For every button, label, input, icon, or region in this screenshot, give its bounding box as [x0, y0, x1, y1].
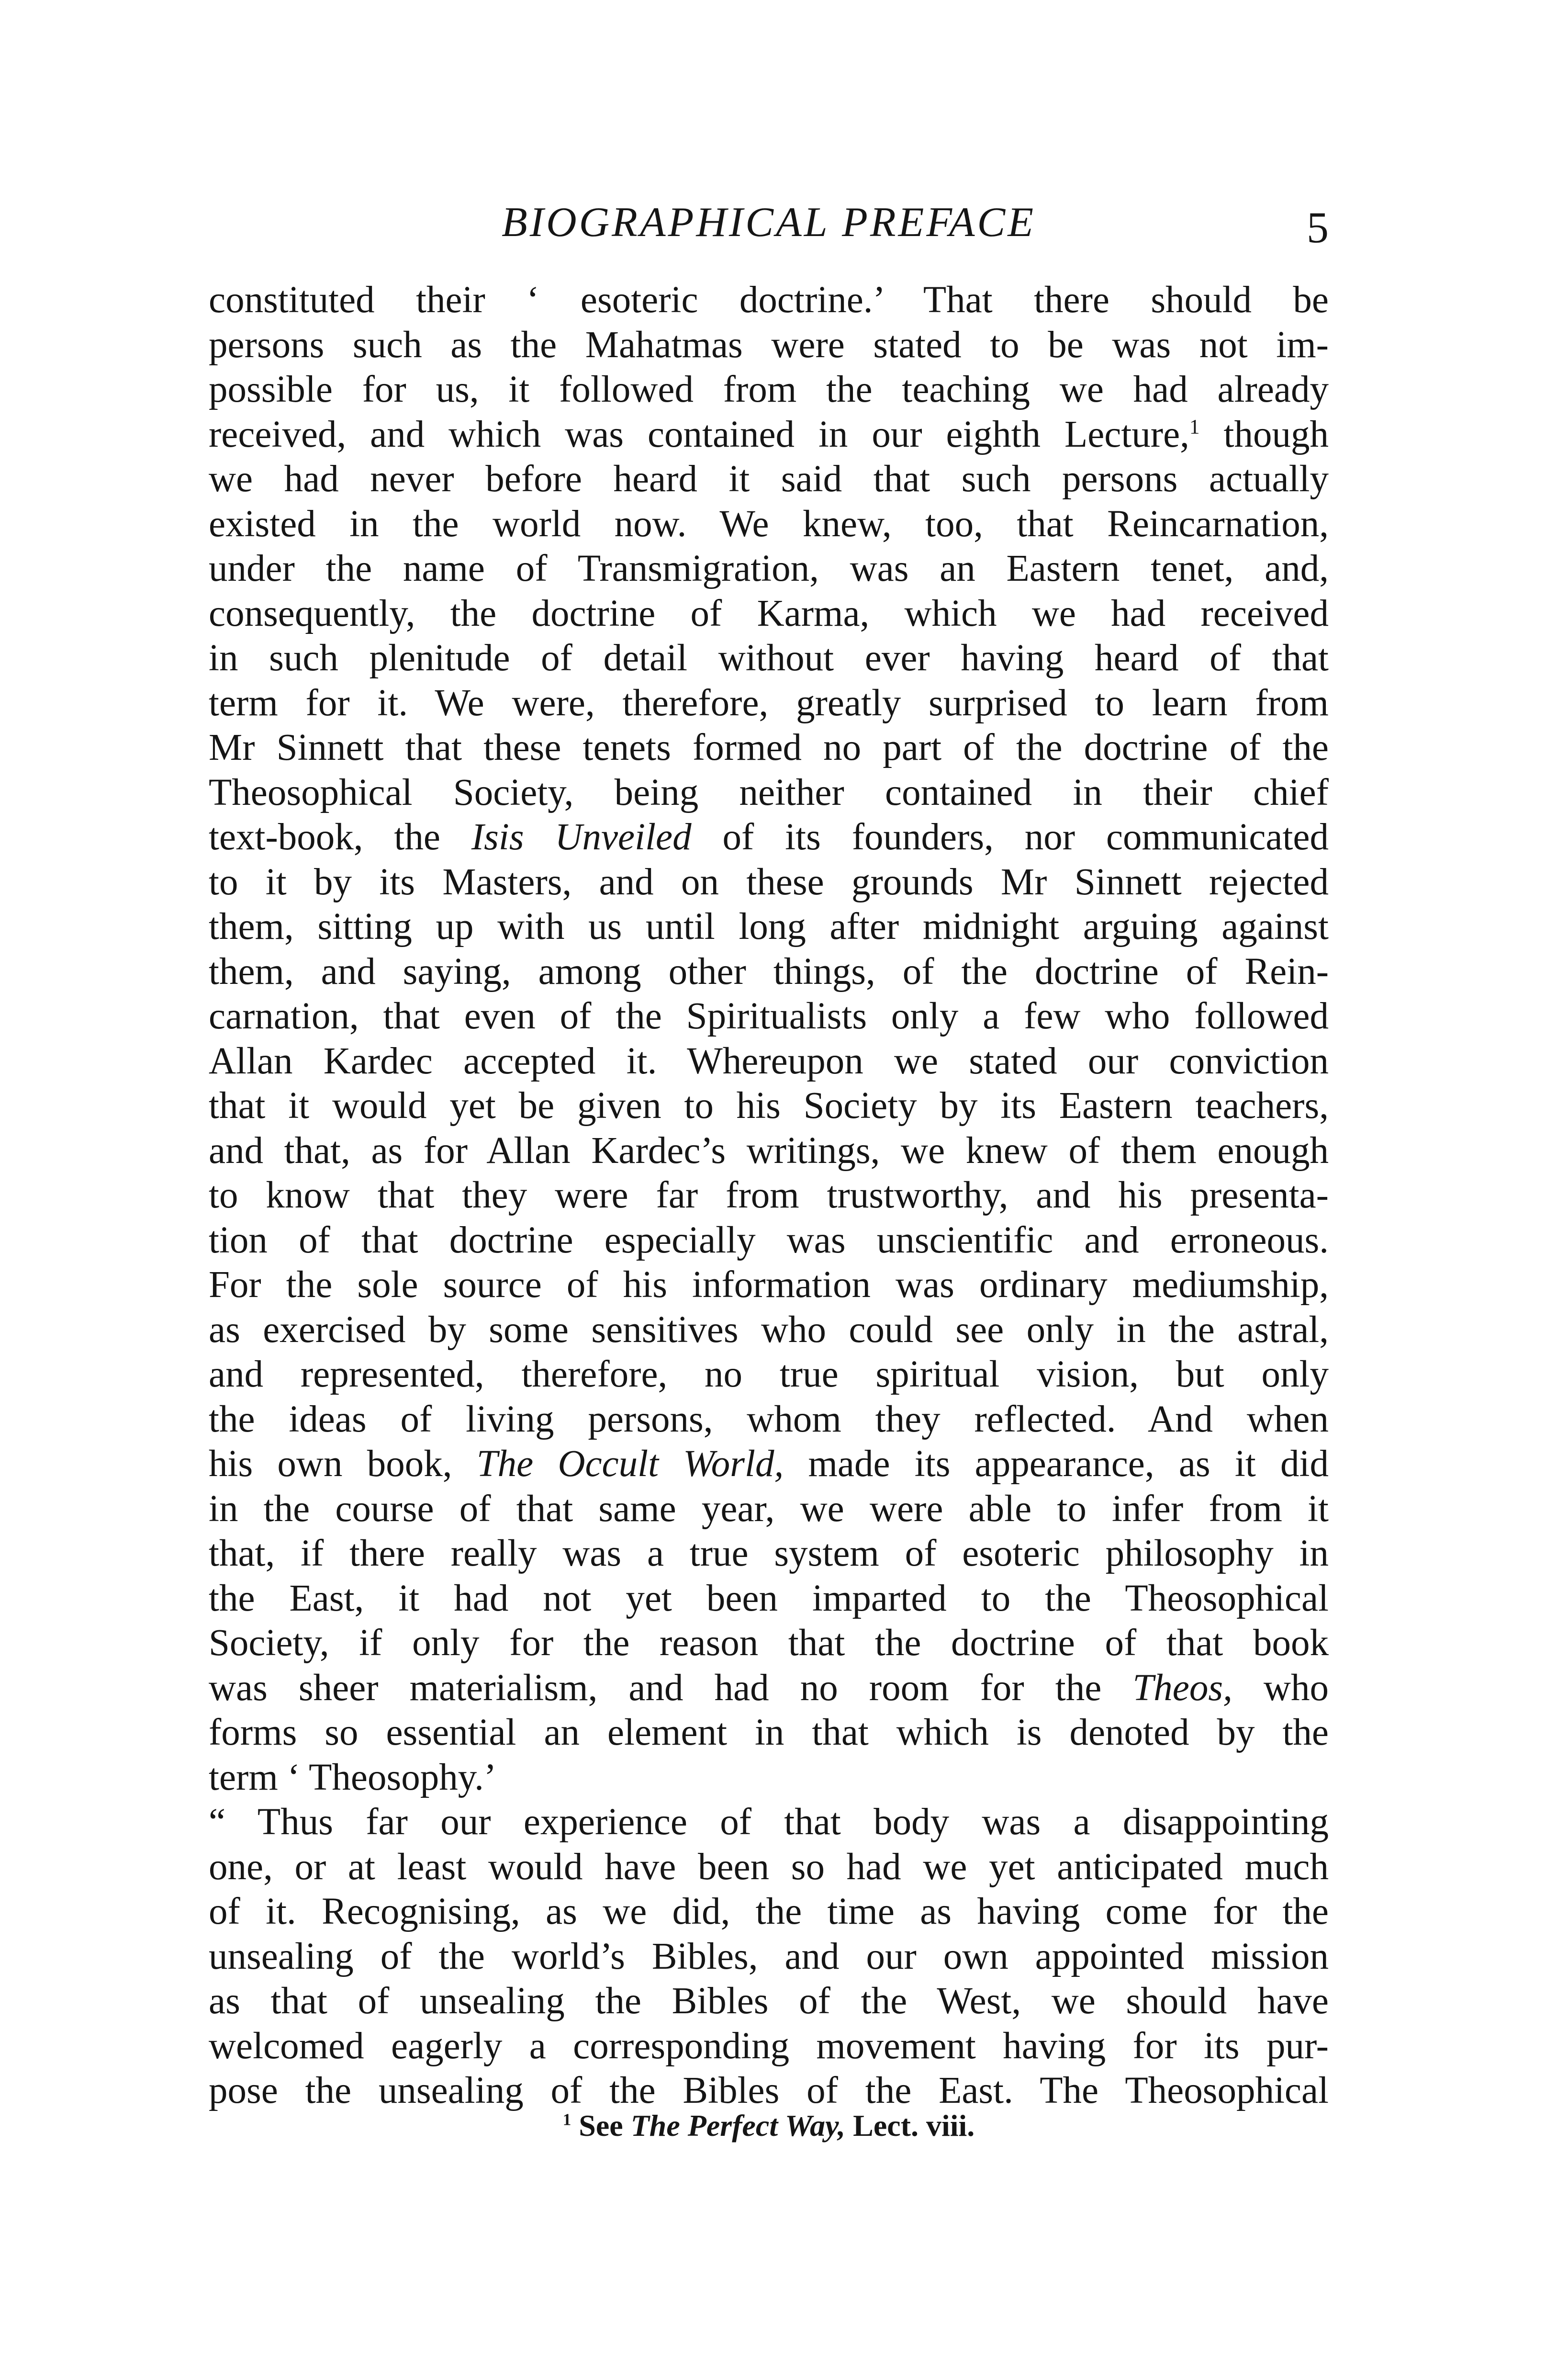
page-number: 5	[1307, 203, 1329, 252]
text-line	[209, 1755, 1329, 1800]
text-segment: them, and saying, among other things, of the doctrine of Rein-	[209, 950, 1329, 993]
text-segment: tion of that doctrine especially was unscientific and erroneous.	[209, 1219, 1329, 1261]
text-segment: in the course of that same year, we were able to infer from it	[209, 1488, 1329, 1530]
text-line	[209, 591, 1329, 636]
text-line	[209, 546, 1329, 591]
text-line	[209, 815, 1329, 860]
text-line	[209, 770, 1329, 815]
text-line	[209, 636, 1329, 681]
text-segment: of it. Recognising, as we did, the time as having come for the	[209, 1891, 1329, 1932]
text-segment: them, sitting up with us until long after midnight arguing against	[209, 906, 1329, 947]
text-segment: term for it. We were, therefore, greatly surprised to learn from	[209, 682, 1329, 724]
text-segment: forms so essential an element in that which is denoted by the	[209, 1712, 1329, 1753]
text-segment: term ‘ Theosophy.’	[209, 1756, 497, 1798]
text-line	[209, 323, 1329, 368]
text-segment: Mr Sinnett that these tenets formed no part of the doctrine of the	[209, 727, 1329, 768]
text-segment: For the sole source of his information was ordinary mediumship,	[209, 1264, 1329, 1306]
text-segment: pose the unsealing of the Bibles of the East. The Theosophical	[209, 2070, 1329, 2111]
text-segment: constituted their ‘ esoteric doctrine.’ That there should be	[209, 279, 1329, 321]
text-line	[209, 1173, 1329, 1218]
text-segment: one, or at least would have been so had we yet anticipated much	[209, 1846, 1329, 1888]
text-line	[209, 1576, 1329, 1621]
text-segment: the East, it had not yet been imparted to the Theosophical	[209, 1577, 1329, 1619]
text-segment: Society, if only for the reason that the doctrine of that book	[209, 1622, 1329, 1664]
text-line	[209, 860, 1329, 905]
text-segment: as that of unsealing the Bibles of the West, we should have	[209, 1980, 1329, 2022]
text-segment: persons such as the Mahatmas were stated to be was not im-	[209, 324, 1329, 366]
text-line	[209, 1979, 1329, 2024]
italic-title: Isis Unveiled	[471, 816, 692, 858]
text-segment: though	[1199, 413, 1329, 455]
running-head: BIOGRAPHICAL PREFACE	[502, 199, 1036, 246]
text-line	[209, 1621, 1329, 1666]
text-line	[209, 1845, 1329, 1890]
text-segment: to know that they were far from trustworthy, and his presenta-	[209, 1174, 1329, 1216]
text-segment: Theosophical Society, being neither contained in their chief	[209, 771, 1329, 813]
text-segment: unsealing of the world’s Bibles, and our own appointed mission	[209, 1935, 1329, 1977]
text-line	[209, 278, 1329, 323]
text-line	[209, 1934, 1329, 1979]
text-segment: to it by its Masters, and on these grounds Mr Sinnett rejected	[209, 861, 1329, 903]
text-line	[209, 681, 1329, 726]
text-segment: of its founders, nor communicated	[691, 816, 1329, 858]
text-line	[209, 1800, 1329, 1845]
text-segment: existed in the world now. We knew, too, that Reincarnation,	[209, 503, 1329, 545]
body-text	[209, 278, 1329, 2113]
italic-title: The Occult World,	[476, 1443, 784, 1485]
text-line	[209, 1710, 1329, 1755]
text-segment: under the name of Transmigration, was an Eastern tenet, and,	[209, 548, 1329, 589]
text-line	[209, 457, 1329, 502]
text-segment: was sheer materialism, and had no room for the	[209, 1667, 1133, 1709]
text-line	[209, 949, 1329, 994]
text-line	[209, 904, 1329, 949]
text-segment: and represented, therefore, no true spiritual vision, but only	[209, 1354, 1329, 1395]
footnote-marker: 1	[562, 2110, 571, 2129]
text-segment: who	[1232, 1667, 1329, 1709]
text-line	[209, 2024, 1329, 2069]
text-line	[209, 1531, 1329, 1576]
text-segment: made its appearance, as it did	[784, 1443, 1329, 1485]
text-segment: in such plenitude of detail without ever having heard of that	[209, 637, 1329, 679]
text-line	[209, 1397, 1329, 1442]
text-line	[209, 412, 1329, 457]
footnote-reference: 1	[1189, 415, 1200, 439]
text-segment: as exercised by some sensitives who could see only in the astral,	[209, 1308, 1329, 1351]
text-line	[209, 1442, 1329, 1487]
text-line	[209, 725, 1329, 770]
text-line	[209, 1487, 1329, 1532]
text-segment: possible for us, it followed from the teaching we had already	[209, 369, 1329, 410]
text-segment: carnation, that even of the Spiritualists only a few who followed	[209, 995, 1329, 1037]
text-segment: “ Thus far our experience of that body was a disappointing	[209, 1801, 1329, 1843]
text-segment: Allan Kardec accepted it. Whereupon we stated our conviction	[209, 1040, 1329, 1082]
text-segment: text-book, the	[209, 816, 471, 858]
footnote-book-title: The Perfect Way,	[630, 2109, 846, 2143]
text-line	[209, 1666, 1329, 1711]
footnote	[209, 2104, 1329, 2147]
text-segment: consequently, the doctrine of Karma, which we had received	[209, 592, 1329, 634]
text-line	[209, 1128, 1329, 1173]
page-header	[209, 189, 1329, 256]
text-segment: received, and which was contained in our eighth Lecture,	[209, 413, 1189, 455]
text-line	[209, 367, 1329, 412]
text-line	[209, 1039, 1329, 1084]
text-segment: the ideas of living persons, whom they reflected. And when	[209, 1398, 1329, 1440]
text-segment: that it would yet be given to his Society by its Eastern teachers,	[209, 1085, 1329, 1127]
footnote-prefix: See	[571, 2109, 631, 2143]
text-segment: welcomed eagerly a corresponding movement having for its pur-	[209, 2025, 1329, 2067]
text-segment: that, if there really was a true system of esoteric philosophy in	[209, 1533, 1329, 1574]
text-segment: we had never before heard it said that such persons actually	[209, 458, 1329, 500]
text-line	[209, 1308, 1329, 1353]
text-segment: his own book,	[209, 1443, 477, 1485]
text-line	[209, 994, 1329, 1039]
text-line	[209, 1218, 1329, 1263]
text-line	[209, 1352, 1329, 1397]
text-line	[209, 1263, 1329, 1308]
text-line	[209, 1889, 1329, 1934]
italic-title: Theos,	[1132, 1667, 1232, 1709]
text-line	[209, 1083, 1329, 1128]
footnote-suffix: Lect. viii.	[845, 2109, 975, 2143]
text-line	[209, 502, 1329, 547]
text-segment: and that, as for Allan Kardec’s writings, we knew of them enough	[209, 1129, 1329, 1172]
